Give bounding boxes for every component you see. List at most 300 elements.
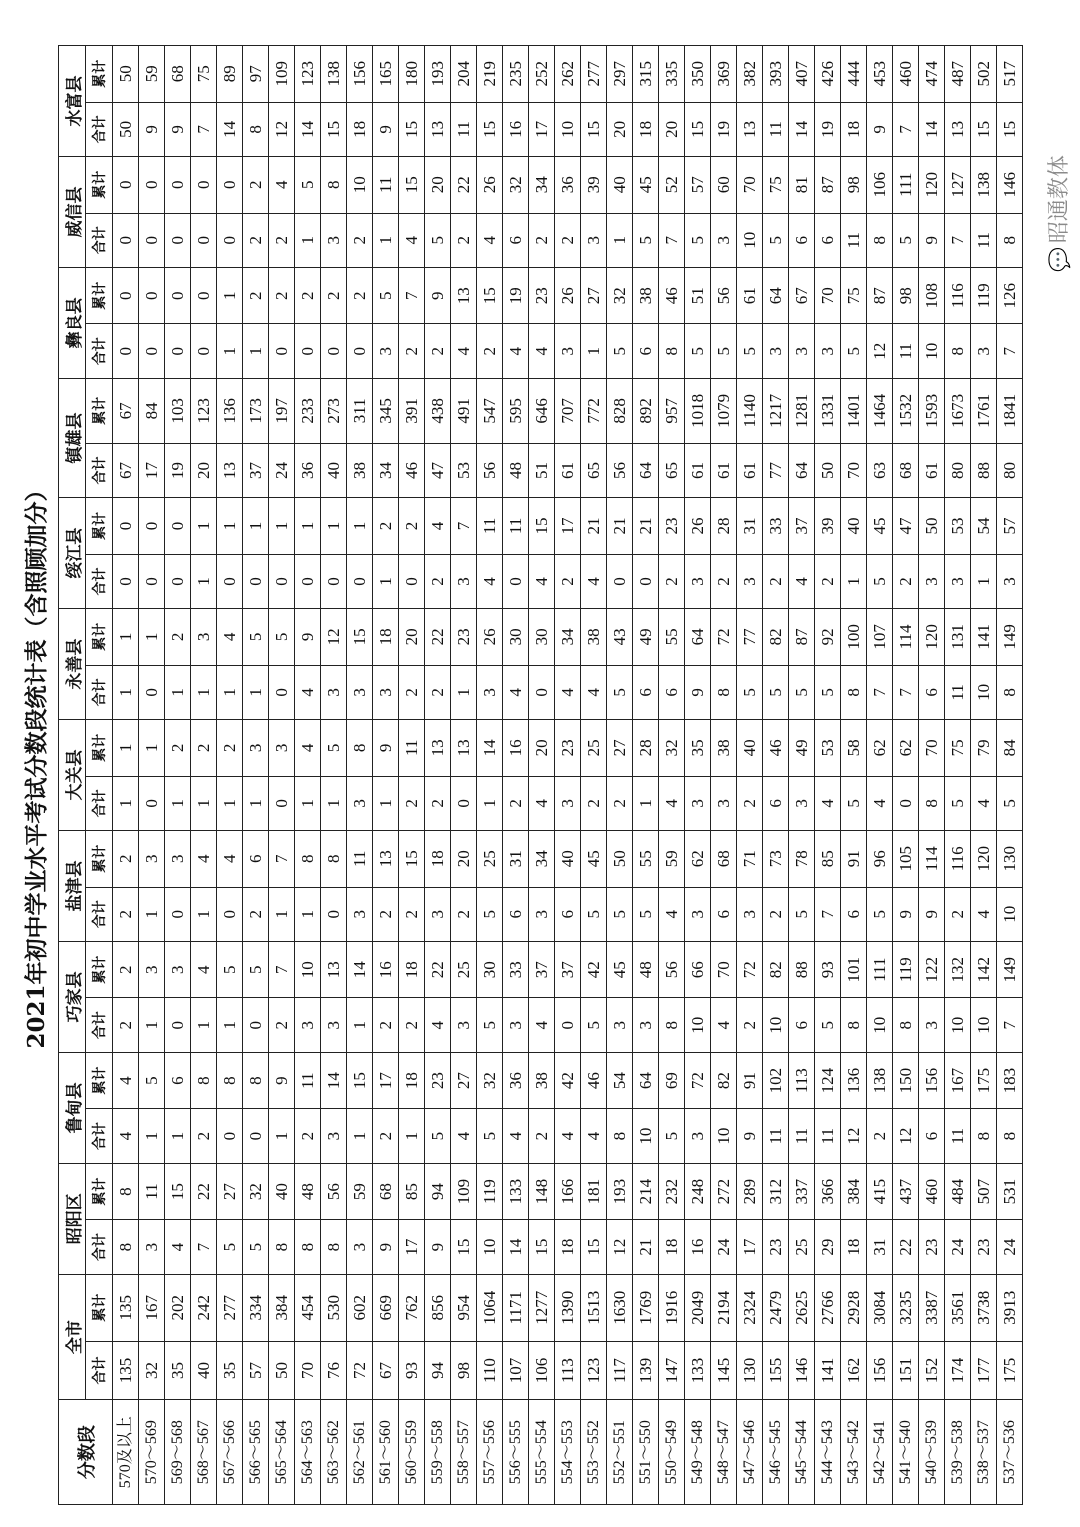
cumulative-cell: 149 [997, 609, 1023, 666]
cumulative-cell: 82 [763, 941, 789, 998]
cumulative-cell: 131 [945, 609, 971, 666]
count-cell: 3 [685, 554, 711, 608]
score-segment-cell: 558～557 [451, 1400, 477, 1505]
count-cell: 40 [321, 443, 347, 497]
cumulative-cell: 14 [347, 941, 373, 998]
cumulative-cell: 127 [945, 157, 971, 214]
cumulative-cell: 45 [633, 157, 659, 214]
count-cell: 3 [529, 887, 555, 941]
count-cell: 8 [867, 213, 893, 267]
cumulative-cell: 2049 [685, 1274, 711, 1341]
cumulative-cell: 16 [503, 720, 529, 777]
cumulative-cell: 2 [217, 720, 243, 777]
cumulative-cell: 109 [269, 46, 295, 103]
count-cell: 18 [841, 102, 867, 156]
header-sub-total: 合计 [86, 665, 113, 719]
cumulative-cell: 415 [867, 1163, 893, 1220]
count-cell: 0 [139, 554, 165, 608]
count-cell: 2 [893, 554, 919, 608]
cumulative-cell: 13 [451, 267, 477, 324]
count-cell: 4 [971, 776, 997, 830]
count-cell: 10 [763, 998, 789, 1052]
table-row [165, 46, 191, 1505]
count-cell: 1 [113, 776, 139, 830]
cumulative-cell: 0 [165, 498, 191, 555]
count-cell: 4 [477, 554, 503, 608]
score-segment-cell: 538～537 [971, 1400, 997, 1505]
cumulative-cell: 407 [789, 46, 815, 103]
cumulative-cell: 52 [659, 157, 685, 214]
cumulative-cell: 1 [191, 498, 217, 555]
count-cell: 0 [321, 887, 347, 941]
cumulative-cell: 4 [425, 498, 451, 555]
cumulative-cell: 13 [373, 831, 399, 888]
cumulative-cell: 350 [685, 46, 711, 103]
cumulative-cell: 14 [321, 1052, 347, 1109]
cumulative-cell: 22 [191, 1163, 217, 1220]
cumulative-cell: 487 [945, 46, 971, 103]
count-cell: 2 [269, 998, 295, 1052]
cumulative-cell: 219 [477, 46, 503, 103]
count-cell: 0 [139, 665, 165, 719]
cumulative-cell: 369 [711, 46, 737, 103]
count-cell: 7 [867, 665, 893, 719]
cumulative-cell: 33 [503, 941, 529, 998]
count-cell: 1 [191, 776, 217, 830]
cumulative-cell: 59 [659, 831, 685, 888]
cumulative-cell: 15 [399, 831, 425, 888]
count-cell: 1 [243, 665, 269, 719]
cumulative-cell: 40 [607, 157, 633, 214]
cumulative-cell: 148 [529, 1163, 555, 1220]
count-cell: 15 [321, 102, 347, 156]
cumulative-cell: 38 [529, 1052, 555, 1109]
cumulative-cell: 530 [321, 1274, 347, 1341]
cumulative-cell: 70 [919, 720, 945, 777]
cumulative-cell: 602 [347, 1274, 373, 1341]
header-region: 永善县 [59, 609, 86, 720]
count-cell: 3 [503, 998, 529, 1052]
cumulative-cell: 193 [607, 1163, 633, 1220]
cumulative-cell: 3913 [997, 1274, 1023, 1341]
cumulative-cell: 18 [399, 1052, 425, 1109]
count-cell: 147 [659, 1341, 685, 1400]
cumulative-cell: 119 [893, 941, 919, 998]
count-cell: 12 [841, 1109, 867, 1163]
count-cell: 1 [243, 776, 269, 830]
cumulative-cell: 202 [165, 1274, 191, 1341]
count-cell: 25 [789, 1220, 815, 1274]
count-cell: 3 [685, 1109, 711, 1163]
count-cell: 11 [841, 213, 867, 267]
cumulative-cell: 23 [529, 267, 555, 324]
cumulative-cell: 20 [529, 720, 555, 777]
count-cell: 0 [165, 213, 191, 267]
cumulative-cell: 15 [399, 157, 425, 214]
count-cell: 61 [737, 443, 763, 497]
cumulative-cell: 64 [685, 609, 711, 666]
header-row-regions [59, 46, 86, 1505]
cumulative-cell: 1 [139, 720, 165, 777]
count-cell: 1 [191, 998, 217, 1052]
cumulative-cell: 123 [295, 46, 321, 103]
count-cell: 5 [607, 324, 633, 378]
count-cell: 139 [633, 1341, 659, 1400]
cumulative-cell: 59 [347, 1163, 373, 1220]
cumulative-cell: 11 [347, 831, 373, 888]
cumulative-cell: 92 [815, 609, 841, 666]
count-cell: 50 [113, 102, 139, 156]
count-cell: 2 [399, 887, 425, 941]
count-cell: 0 [217, 554, 243, 608]
cumulative-cell: 138 [867, 1052, 893, 1109]
score-segment-cell: 560～559 [399, 1400, 425, 1505]
count-cell: 9 [867, 102, 893, 156]
table-row [659, 46, 685, 1505]
count-cell: 5 [737, 665, 763, 719]
count-cell: 2 [243, 887, 269, 941]
count-cell: 5 [789, 887, 815, 941]
cumulative-cell: 48 [633, 941, 659, 998]
count-cell: 0 [217, 1109, 243, 1163]
cumulative-cell: 123 [191, 378, 217, 443]
count-cell: 4 [529, 554, 555, 608]
count-cell: 9 [685, 665, 711, 719]
cumulative-cell: 167 [945, 1052, 971, 1109]
count-cell: 19 [165, 443, 191, 497]
count-cell: 156 [867, 1341, 893, 1400]
cumulative-cell: 30 [503, 609, 529, 666]
count-cell: 5 [477, 887, 503, 941]
count-cell: 23 [971, 1220, 997, 1274]
count-cell: 3 [581, 213, 607, 267]
cumulative-cell: 438 [425, 378, 451, 443]
count-cell: 0 [139, 324, 165, 378]
count-cell: 18 [347, 102, 373, 156]
count-cell: 3 [789, 776, 815, 830]
count-cell: 10 [737, 213, 763, 267]
table-row [841, 46, 867, 1505]
cumulative-cell: 0 [165, 157, 191, 214]
count-cell: 9 [373, 102, 399, 156]
cumulative-cell: 102 [763, 1052, 789, 1109]
header-region: 盐津县 [59, 831, 86, 942]
cumulative-cell: 954 [451, 1274, 477, 1341]
score-segment-cell: 550～549 [659, 1400, 685, 1505]
table-row [893, 46, 919, 1505]
score-segment-cell: 570及以上 [113, 1400, 139, 1505]
count-cell: 4 [503, 665, 529, 719]
count-cell: 3 [555, 324, 581, 378]
table-row [477, 46, 503, 1505]
count-cell: 61 [685, 443, 711, 497]
cumulative-cell: 2479 [763, 1274, 789, 1341]
header-sub-total: 合计 [86, 554, 113, 608]
cumulative-cell: 91 [737, 1052, 763, 1109]
count-cell: 5 [997, 776, 1023, 830]
count-cell: 1 [295, 887, 321, 941]
cumulative-cell: 646 [529, 378, 555, 443]
count-cell: 18 [659, 1220, 685, 1274]
count-cell: 155 [763, 1341, 789, 1400]
score-segment-cell: 564～563 [295, 1400, 321, 1505]
count-cell: 0 [347, 554, 373, 608]
count-cell: 4 [659, 887, 685, 941]
count-cell: 1 [191, 554, 217, 608]
count-cell: 2 [737, 776, 763, 830]
header-sub-total: 合计 [86, 213, 113, 267]
cumulative-cell: 1761 [971, 378, 997, 443]
count-cell: 13 [217, 443, 243, 497]
count-cell: 4 [659, 776, 685, 830]
cumulative-cell: 36 [503, 1052, 529, 1109]
score-segment-cell: 539～538 [945, 1400, 971, 1505]
cumulative-cell: 233 [295, 378, 321, 443]
count-cell: 0 [269, 665, 295, 719]
count-cell: 2 [555, 554, 581, 608]
cumulative-cell: 40 [737, 720, 763, 777]
count-cell: 5 [763, 665, 789, 719]
cumulative-cell: 42 [555, 1052, 581, 1109]
count-cell: 1 [607, 213, 633, 267]
count-cell: 0 [165, 324, 191, 378]
cumulative-cell: 87 [867, 267, 893, 324]
count-cell: 24 [711, 1220, 737, 1274]
count-cell: 0 [217, 213, 243, 267]
cumulative-cell: 2625 [789, 1274, 815, 1341]
cumulative-cell: 46 [581, 1052, 607, 1109]
cumulative-cell: 856 [425, 1274, 451, 1341]
cumulative-cell: 30 [477, 941, 503, 998]
count-cell: 2 [399, 776, 425, 830]
count-cell: 8 [607, 1109, 633, 1163]
count-cell: 7 [893, 665, 919, 719]
cumulative-cell: 136 [841, 1052, 867, 1109]
cumulative-cell: 78 [789, 831, 815, 888]
count-cell: 5 [841, 776, 867, 830]
cumulative-cell: 35 [685, 720, 711, 777]
count-cell: 2 [373, 887, 399, 941]
count-cell: 135 [113, 1341, 139, 1400]
count-cell: 2 [373, 1109, 399, 1163]
count-cell: 7 [659, 213, 685, 267]
cumulative-cell: 4 [113, 1052, 139, 1109]
cumulative-cell: 6 [165, 1052, 191, 1109]
cumulative-cell: 5 [321, 720, 347, 777]
cumulative-cell: 460 [919, 1163, 945, 1220]
count-cell: 107 [503, 1341, 529, 1400]
cumulative-cell: 32 [243, 1163, 269, 1220]
count-cell: 110 [477, 1341, 503, 1400]
cumulative-cell: 248 [685, 1163, 711, 1220]
score-segment-cell: 546～545 [763, 1400, 789, 1505]
count-cell: 2 [399, 324, 425, 378]
cumulative-cell: 13 [425, 720, 451, 777]
count-cell: 2 [529, 1109, 555, 1163]
count-cell: 46 [399, 443, 425, 497]
count-cell: 2 [425, 554, 451, 608]
count-cell: 1 [971, 554, 997, 608]
cumulative-cell: 3084 [867, 1274, 893, 1341]
table-row [815, 46, 841, 1505]
count-cell: 15 [477, 102, 503, 156]
count-cell: 5 [867, 887, 893, 941]
cumulative-cell: 31 [737, 498, 763, 555]
count-cell: 61 [919, 443, 945, 497]
cumulative-cell: 49 [633, 609, 659, 666]
score-segment-cell: 545～544 [789, 1400, 815, 1505]
score-segment-cell: 569～568 [165, 1400, 191, 1505]
count-cell: 5 [633, 213, 659, 267]
count-cell: 0 [243, 998, 269, 1052]
cumulative-cell: 2324 [737, 1274, 763, 1341]
count-cell: 8 [841, 665, 867, 719]
count-cell: 16 [685, 1220, 711, 1274]
count-cell: 0 [893, 776, 919, 830]
count-cell: 3 [815, 324, 841, 378]
cumulative-cell: 53 [815, 720, 841, 777]
count-cell: 1 [321, 776, 347, 830]
cumulative-cell: 235 [503, 46, 529, 103]
score-segment-cell: 549～548 [685, 1400, 711, 1505]
cumulative-cell: 138 [321, 46, 347, 103]
count-cell: 1 [373, 776, 399, 830]
cumulative-cell: 124 [815, 1052, 841, 1109]
cumulative-cell: 98 [841, 157, 867, 214]
table-row [555, 46, 581, 1505]
header-region: 大关县 [59, 720, 86, 831]
count-cell: 1 [165, 665, 191, 719]
cumulative-cell: 1 [113, 609, 139, 666]
cumulative-cell: 149 [997, 941, 1023, 998]
watermark-text: 昭通教体 [1047, 155, 1072, 244]
cumulative-cell: 7 [451, 498, 477, 555]
cumulative-cell: 133 [503, 1163, 529, 1220]
cumulative-cell: 193 [425, 46, 451, 103]
count-cell: 4 [529, 776, 555, 830]
cumulative-cell: 22 [425, 609, 451, 666]
header-region: 水富县 [59, 46, 86, 157]
count-cell: 36 [295, 443, 321, 497]
header-sub-cumulative: 累计 [86, 1052, 113, 1109]
cumulative-cell: 20 [425, 157, 451, 214]
count-cell: 5 [607, 887, 633, 941]
count-cell: 2 [451, 887, 477, 941]
cumulative-cell: 116 [945, 831, 971, 888]
count-cell: 2 [763, 887, 789, 941]
cumulative-cell: 11 [477, 498, 503, 555]
cumulative-cell: 5 [217, 941, 243, 998]
count-cell: 67 [373, 1341, 399, 1400]
count-cell: 31 [867, 1220, 893, 1274]
count-cell: 10 [945, 998, 971, 1052]
cumulative-cell: 34 [555, 609, 581, 666]
count-cell: 117 [607, 1341, 633, 1400]
cumulative-cell: 53 [945, 498, 971, 555]
cumulative-cell: 70 [711, 941, 737, 998]
header-sub-cumulative: 累计 [86, 831, 113, 888]
count-cell: 177 [971, 1341, 997, 1400]
cumulative-cell: 277 [581, 46, 607, 103]
cumulative-cell: 49 [789, 720, 815, 777]
cumulative-cell: 26 [555, 267, 581, 324]
count-cell: 4 [295, 665, 321, 719]
cumulative-cell: 50 [113, 46, 139, 103]
header-sub-cumulative: 累计 [86, 157, 113, 214]
score-segment-cell: 555～554 [529, 1400, 555, 1505]
score-segment-cell: 566～565 [243, 1400, 269, 1505]
count-cell: 2 [425, 324, 451, 378]
count-cell: 5 [633, 887, 659, 941]
cumulative-cell: 15 [165, 1163, 191, 1220]
count-cell: 123 [581, 1341, 607, 1400]
cumulative-cell: 273 [321, 378, 347, 443]
cumulative-cell: 454 [295, 1274, 321, 1341]
cumulative-cell: 114 [893, 609, 919, 666]
count-cell: 14 [919, 102, 945, 156]
cumulative-cell: 547 [477, 378, 503, 443]
cumulative-cell: 101 [841, 941, 867, 998]
count-cell: 3 [997, 554, 1023, 608]
count-cell: 0 [269, 324, 295, 378]
count-cell: 152 [919, 1341, 945, 1400]
header-sub-cumulative: 累计 [86, 941, 113, 998]
cumulative-cell: 26 [685, 498, 711, 555]
cumulative-cell: 183 [997, 1052, 1023, 1109]
cumulative-cell: 1 [139, 609, 165, 666]
count-cell: 51 [529, 443, 555, 497]
count-cell: 1 [347, 1109, 373, 1163]
table-row [945, 46, 971, 1505]
cumulative-cell: 892 [633, 378, 659, 443]
count-cell: 5 [945, 776, 971, 830]
cumulative-cell: 507 [971, 1163, 997, 1220]
cumulative-cell: 85 [815, 831, 841, 888]
cumulative-cell: 34 [529, 831, 555, 888]
count-cell: 48 [503, 443, 529, 497]
count-cell: 3 [373, 324, 399, 378]
cumulative-cell: 1673 [945, 378, 971, 443]
header-region: 全市 [59, 1274, 86, 1400]
count-cell: 2 [607, 776, 633, 830]
cumulative-cell: 130 [997, 831, 1023, 888]
cumulative-cell: 384 [269, 1274, 295, 1341]
cumulative-cell: 17 [555, 498, 581, 555]
count-cell: 8 [919, 776, 945, 830]
cumulative-cell: 109 [451, 1163, 477, 1220]
count-cell: 1 [633, 776, 659, 830]
cumulative-cell: 167 [139, 1274, 165, 1341]
count-cell: 1 [191, 887, 217, 941]
cumulative-cell: 762 [399, 1274, 425, 1341]
count-cell: 1 [451, 665, 477, 719]
count-cell: 18 [841, 1220, 867, 1274]
count-cell: 12 [893, 1109, 919, 1163]
cumulative-cell: 1079 [711, 378, 737, 443]
cumulative-cell: 40 [555, 831, 581, 888]
header-sub-total: 合计 [86, 102, 113, 156]
count-cell: 0 [347, 324, 373, 378]
cumulative-cell: 1630 [607, 1274, 633, 1341]
count-cell: 23 [763, 1220, 789, 1274]
table-row [503, 46, 529, 1505]
cumulative-cell: 142 [971, 941, 997, 998]
table-row [971, 46, 997, 1505]
cumulative-cell: 2 [243, 267, 269, 324]
cumulative-cell: 197 [269, 378, 295, 443]
cumulative-cell: 5 [243, 609, 269, 666]
cumulative-cell: 2 [191, 720, 217, 777]
